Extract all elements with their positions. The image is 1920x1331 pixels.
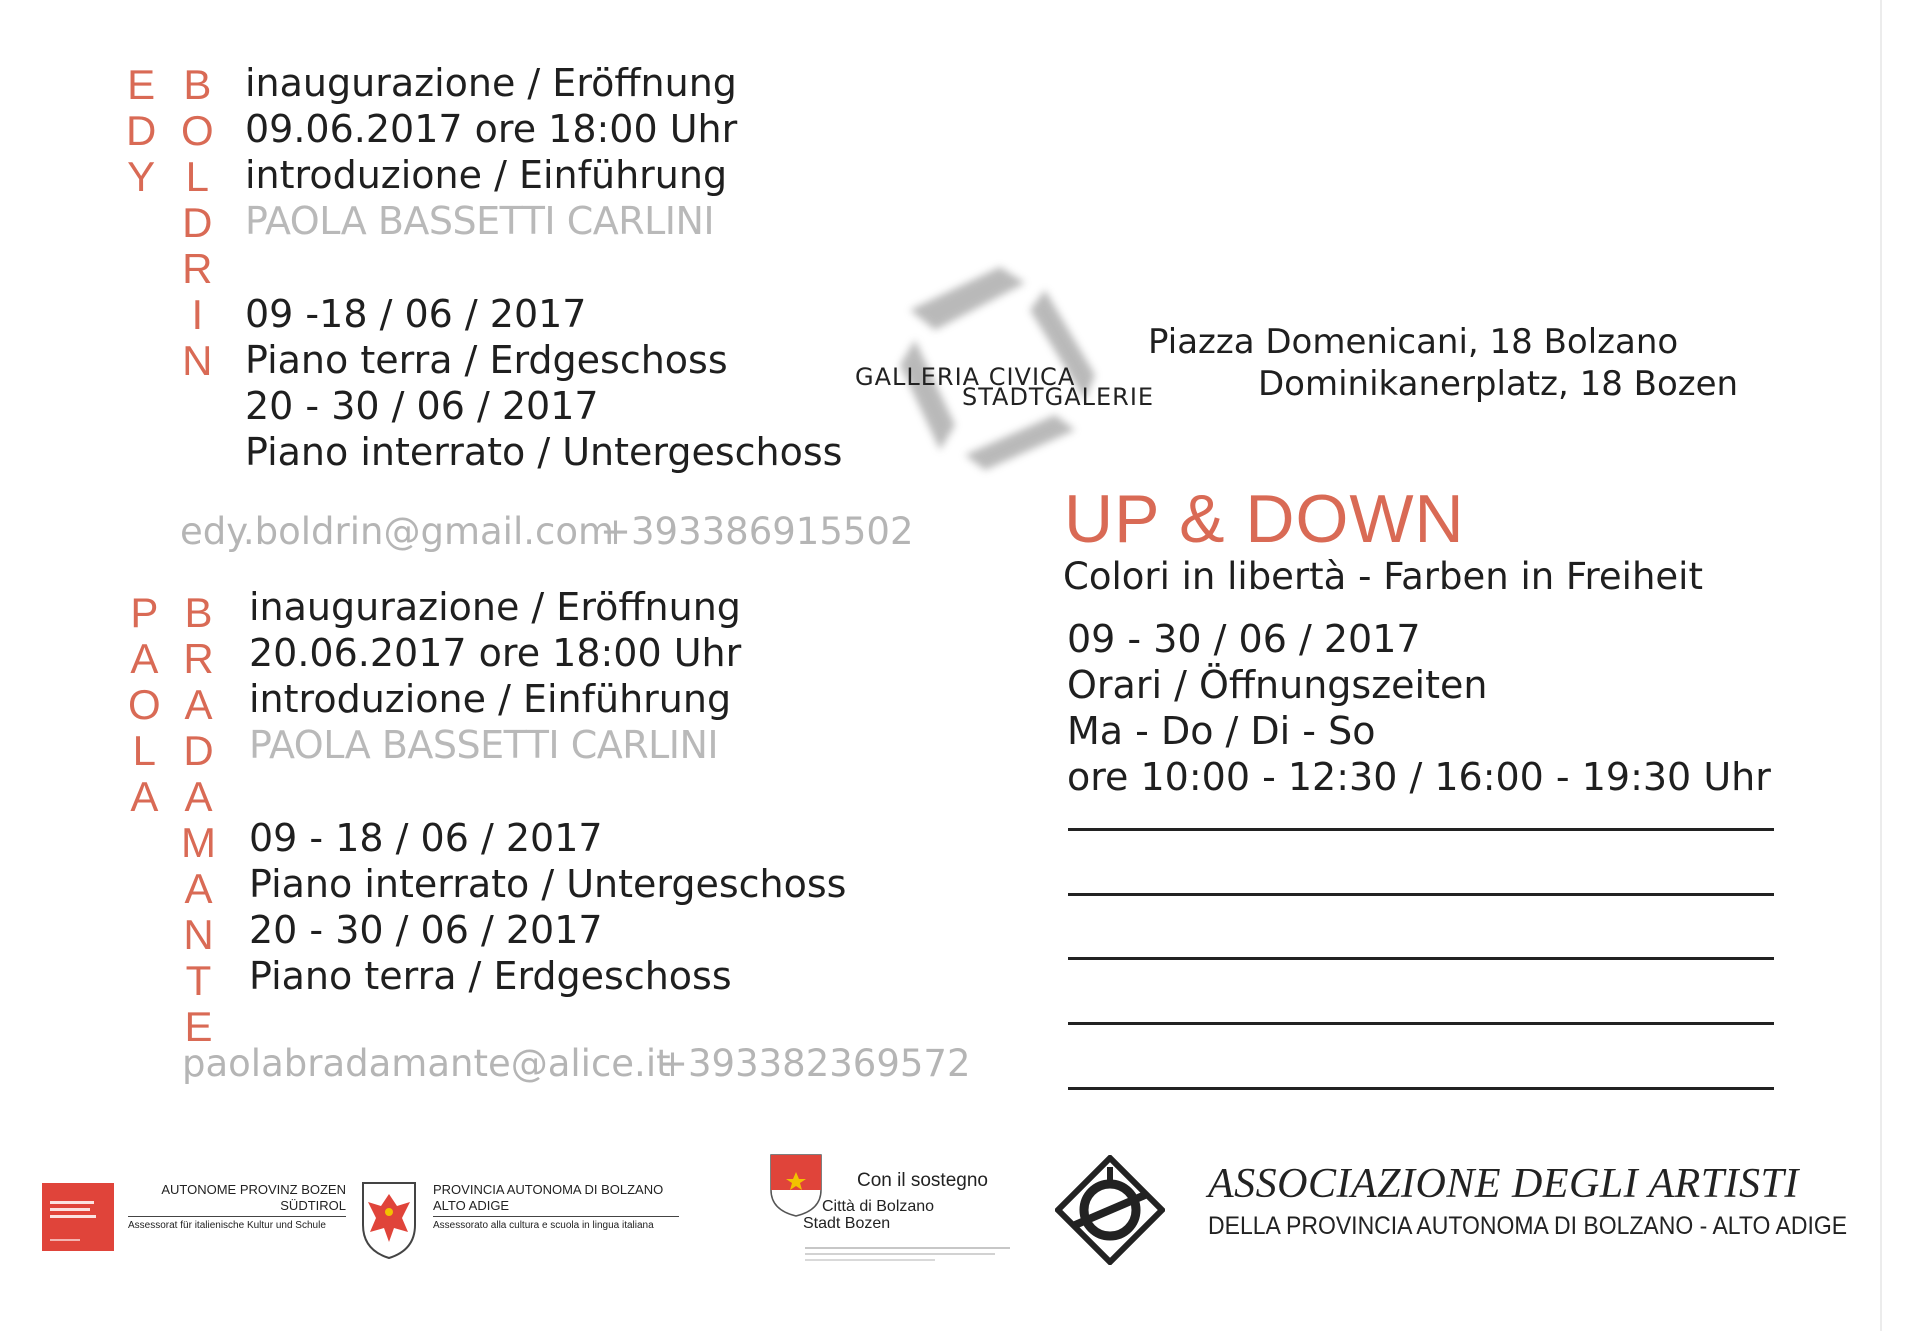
schedule-dates: 20 - 30 / 06 / 2017 — [245, 384, 599, 428]
artist2-first-name-vertical — [128, 590, 161, 820]
letter: O — [128, 681, 161, 728]
address-line — [1068, 893, 1774, 896]
gallery-address-it: Piazza Domenicani, 18 Bolzano — [1148, 322, 1679, 362]
intro-label: introduzione / Einführung — [245, 153, 728, 197]
opening-label: inaugurazione / Eröffnung — [245, 61, 737, 105]
letter: M — [181, 819, 216, 866]
artist1-schedule-block — [245, 291, 842, 475]
artist2-last-name-vertical — [181, 590, 216, 1050]
address-line — [1068, 828, 1774, 831]
letter: D — [182, 199, 213, 246]
letter: B — [184, 589, 213, 636]
divider — [128, 1216, 346, 1217]
provinz-line-2: SÜDTIROL — [280, 1198, 346, 1213]
exhibition-info-block — [1067, 616, 1771, 800]
artist1-phone[interactable]: +393386915502 — [600, 510, 914, 553]
exhibition-title: UP & DOWN — [1064, 481, 1465, 557]
association-name-line-1: ASSOCIAZIONE DEGLI ARTISTI — [1208, 1161, 1799, 1207]
schedule-floor: Piano terra / Erdgeschoss — [249, 954, 732, 998]
artist2-schedule-block — [249, 815, 846, 999]
page-edge-shadow — [1880, 0, 1882, 1331]
city-fine-print-decoration — [805, 1247, 1010, 1261]
opening-hours: ore 10:00 - 12:30 / 16:00 - 19:30 Uhr — [1067, 755, 1771, 799]
letter: Y — [127, 153, 156, 200]
city-name-it: Città di Bolzano — [822, 1198, 935, 1215]
artist2-opening-block — [249, 584, 741, 768]
divider — [433, 1216, 679, 1217]
provinz-line-1: AUTONOME PROVINZ BOZEN — [161, 1182, 346, 1197]
opening-days: Ma - Do / Di - So — [1067, 709, 1376, 753]
exhibition-dates: 09 - 30 / 06 / 2017 — [1067, 617, 1421, 661]
letter: A — [184, 865, 213, 912]
letter: B — [183, 61, 212, 108]
artist1-opening-block — [245, 60, 737, 244]
introducer-name: PAOLA BASSETTI CARLINI — [245, 199, 715, 243]
letter: E — [184, 1003, 213, 1050]
artist2-phone[interactable]: +393382369572 — [657, 1042, 971, 1085]
letter: D — [126, 107, 157, 154]
provincia-text-block — [433, 1182, 679, 1232]
hours-label: Orari / Öffnungszeiten — [1067, 663, 1488, 707]
letter: E — [127, 61, 156, 108]
exhibition-subtitle: Colori in libertà - Farben in Freiheit — [1063, 555, 1703, 598]
bolzano-coat-of-arms-icon — [768, 1152, 824, 1218]
introducer-name: PAOLA BASSETTI CARLINI — [249, 723, 719, 767]
address-line — [1068, 957, 1774, 960]
letter: T — [185, 957, 212, 1004]
artist1-email[interactable]: edy.boldrin@gmail.com — [180, 510, 615, 553]
opening-label: inaugurazione / Eröffnung — [249, 585, 741, 629]
artist1-last-name-vertical — [181, 62, 214, 384]
provinz-text-block — [128, 1182, 346, 1232]
schedule-dates: 20 - 30 / 06 / 2017 — [249, 908, 603, 952]
opening-date: 20.06.2017 ore 18:00 Uhr — [249, 631, 742, 675]
letter: N — [182, 337, 213, 384]
artist1-first-name-vertical — [126, 62, 156, 200]
casa-della-cultura-logo — [42, 1183, 114, 1251]
provincia-line-3: Assessorato alla cultura e scuola in lingua italiana — [433, 1220, 654, 1231]
letter: L — [132, 727, 157, 774]
artist2-email[interactable]: paolabradamante@alice.it — [182, 1042, 671, 1085]
schedule-floor: Piano interrato / Untergeschoss — [245, 430, 843, 474]
address-line — [1068, 1087, 1774, 1090]
letter: A — [184, 773, 213, 820]
association-name-line-2: DELLA PROVINCIA AUTONOMA DI BOLZANO - ALTO ADIGE — [1208, 1212, 1848, 1240]
association-logo-icon — [1055, 1155, 1165, 1265]
gallery-logo-text-1: GALLERIA CIVICA — [855, 363, 1076, 391]
letter: D — [183, 727, 214, 774]
intro-label: introduzione / Einführung — [249, 677, 732, 721]
address-line — [1068, 1022, 1774, 1025]
schedule-floor: Piano terra / Erdgeschoss — [245, 338, 728, 382]
provincia-line-1: PROVINCIA AUTONOMA DI BOLZANO — [433, 1182, 664, 1197]
culture-logo-icon — [42, 1183, 114, 1251]
letter: A — [130, 773, 159, 820]
schedule-dates: 09 - 18 / 06 / 2017 — [249, 816, 603, 860]
letter: P — [130, 589, 159, 636]
letter: O — [181, 107, 214, 154]
provincia-line-2: ALTO ADIGE — [433, 1198, 510, 1213]
schedule-dates: 09 -18 / 06 / 2017 — [245, 292, 587, 336]
city-name-de: Stadt Bozen — [803, 1215, 891, 1232]
letter: L — [185, 153, 210, 200]
provinz-line-3: Assessorat für italienische Kultur und Schule — [128, 1220, 326, 1231]
gallery-logo-text-2: STADTGALERIE — [962, 383, 1155, 411]
letter: A — [184, 681, 213, 728]
schedule-floor: Piano interrato / Untergeschoss — [249, 862, 847, 906]
support-label: Con il sostegno — [857, 1170, 988, 1191]
letter: N — [183, 911, 214, 958]
letter: R — [183, 635, 214, 682]
letter: I — [191, 291, 204, 338]
letter: R — [182, 245, 213, 292]
opening-date: 09.06.2017 ore 18:00 Uhr — [245, 107, 738, 151]
south-tyrol-eagle-icon — [360, 1180, 418, 1260]
gallery-address-de: Dominikanerplatz, 18 Bozen — [1258, 364, 1739, 404]
letter: A — [130, 635, 159, 682]
